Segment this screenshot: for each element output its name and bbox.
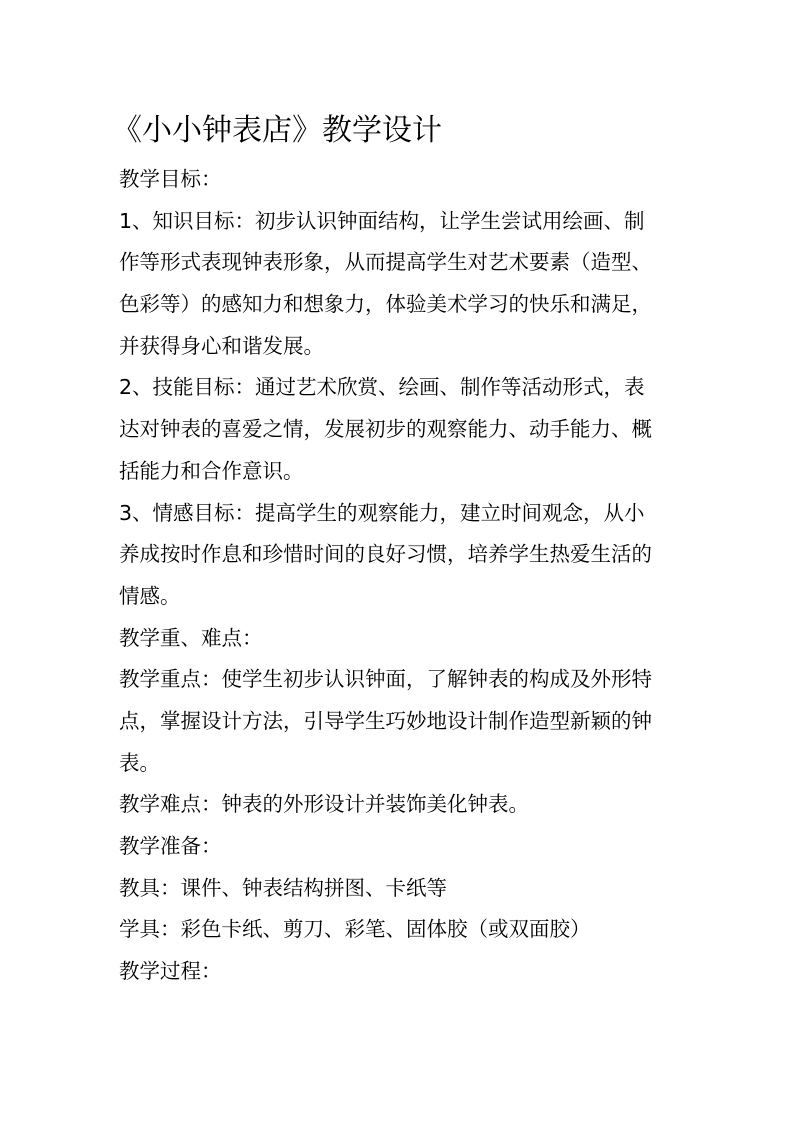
document-page bbox=[112, 108, 699, 993]
text-line: 括能力和合作意识。 bbox=[119, 458, 304, 483]
text-line: 3、情感目标：提高学生的观察能力，建立时间观念，从小 bbox=[119, 500, 645, 525]
text-line: 达对钟表的喜爱之情，发展初步的观察能力、动手能力、概 bbox=[119, 417, 652, 442]
text-line: 1、知识目标：初步认识钟面结构，让学生尝试用绘画、制 bbox=[119, 208, 645, 233]
text-line: 作等形式表现钟表形象，从而提高学生对艺术要素（造型、 bbox=[119, 250, 652, 275]
text-line: 并获得身心和谐发展。 bbox=[119, 333, 324, 358]
text-line: 教学过程： bbox=[119, 959, 222, 984]
text-line: 点，掌握设计方法，引导学生巧妙地设计制作造型新颖的钟 bbox=[119, 708, 652, 733]
document-title: 《小小钟表店》教学设计 bbox=[112, 113, 442, 148]
text-line: 表。 bbox=[119, 750, 160, 775]
text-line: 教学重点：使学生初步认识钟面，了解钟表的构成及外形特 bbox=[119, 667, 652, 692]
text-line: 教具：课件、钟表结构拼图、卡纸等 bbox=[119, 875, 447, 900]
text-line: 2、技能目标：通过艺术欣赏、绘画、制作等活动形式，表 bbox=[119, 375, 645, 400]
text-line: 教学目标： bbox=[119, 167, 222, 191]
text-line: 情感。 bbox=[119, 583, 181, 608]
text-line: 教学重、难点： bbox=[119, 625, 263, 650]
text-line: 色彩等）的感知力和想象力，体验美术学习的快乐和满足， bbox=[119, 292, 652, 317]
document-body bbox=[119, 159, 699, 993]
text-line: 学具：彩色卡纸、剪刀、彩笔、固体胶（或双面胶） bbox=[119, 917, 591, 942]
text-line: 养成按时作息和珍惜时间的良好习惯，培养学生热爱生活的 bbox=[119, 542, 652, 567]
text-line: 教学难点：钟表的外形设计并装饰美化钟表。 bbox=[119, 792, 529, 817]
text-line: 教学准备： bbox=[119, 834, 222, 858]
